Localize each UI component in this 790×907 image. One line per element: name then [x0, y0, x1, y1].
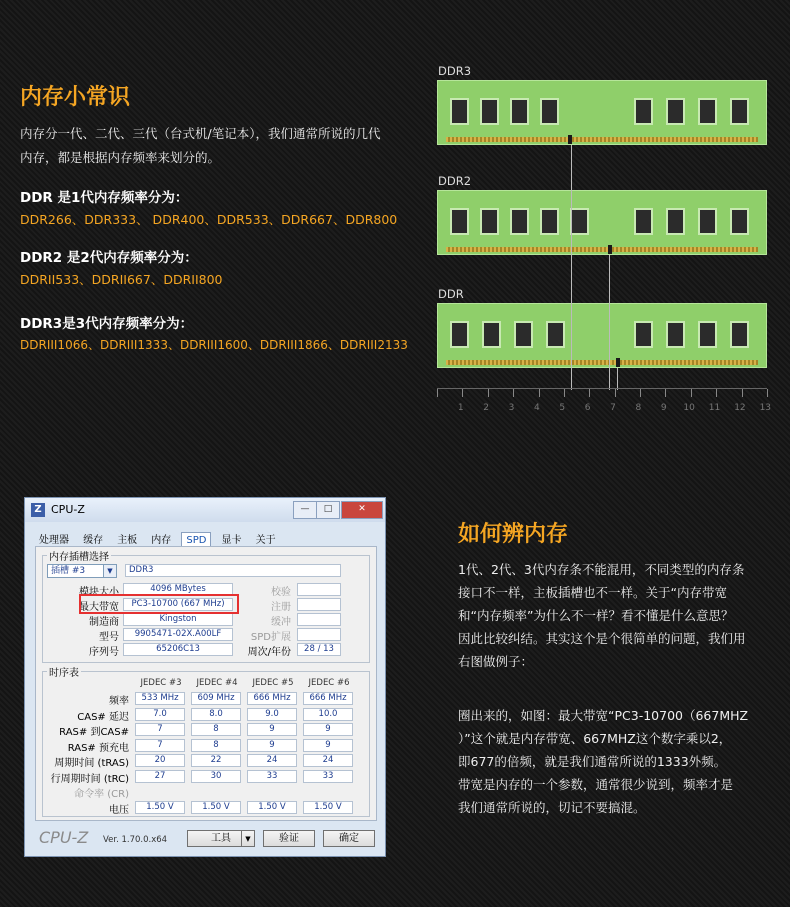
- paragraph-line: ）”这个就是内存带宽、667MHZ这个数字乘以2，: [458, 731, 732, 746]
- ruler-number: 10: [683, 403, 695, 413]
- timing-cell: 9.0: [247, 708, 297, 721]
- checksum-value: [297, 583, 341, 596]
- timing-cell: 33: [247, 770, 297, 783]
- spd-panel: [35, 546, 377, 821]
- spd-ext-label: SPD扩展: [250, 632, 291, 643]
- timing-column-header: JEDEC #4: [196, 678, 238, 688]
- ram-label-ddr3: DDR3: [438, 64, 472, 78]
- timing-cell: 33: [303, 770, 353, 783]
- ruler: [437, 388, 772, 417]
- timing-row-label: 行周期时间 (tRC): [50, 773, 129, 785]
- window-title: CPU-Z: [51, 503, 85, 516]
- timing-row-label: 周期时间 (tRAS): [54, 758, 129, 769]
- ruler-tick: [742, 389, 743, 397]
- slot-group-title: 内存插槽选择: [47, 548, 111, 563]
- tab-processor[interactable]: 处理器: [39, 535, 69, 546]
- window-footer: [35, 826, 375, 852]
- ram-label-ddr: DDR: [438, 287, 464, 301]
- ruler-number: 6: [584, 403, 591, 413]
- section2-title: 如何辨内存: [458, 522, 569, 547]
- timing-cell: 8: [191, 739, 241, 752]
- module-size-label: 模块大小: [79, 587, 119, 598]
- timing-cell: 20: [135, 754, 185, 767]
- section2-para2: [458, 704, 748, 819]
- timing-cell: 1.50 V: [191, 801, 241, 814]
- cpuz-footer-logo: CPU-Z: [39, 828, 89, 847]
- ruler-tick: [564, 389, 565, 397]
- ddr2-notch-guide: [609, 255, 610, 390]
- paragraph-line: 右图做例子：: [458, 654, 534, 669]
- section1-title: 内存小常识: [20, 85, 131, 110]
- registered-label: 注册: [271, 602, 291, 613]
- timing-column-header: JEDEC #5: [252, 678, 294, 688]
- tab-spd[interactable]: SPD: [181, 532, 211, 548]
- timing-column-header: JEDEC #3: [140, 678, 182, 688]
- section2-para1: [458, 558, 746, 673]
- paragraph-line: 我们通常所说的，切记不要搞混。: [458, 800, 646, 815]
- ruler-tick: [640, 389, 641, 397]
- timing-cell: 10.0: [303, 708, 353, 721]
- max-bandwidth-label: 最大带宽: [79, 602, 119, 613]
- timing-row-label: 频率: [109, 696, 129, 707]
- tab-memory[interactable]: 内存: [151, 535, 172, 546]
- serial-label: 序列号: [89, 647, 119, 658]
- timing-cell: 8: [191, 723, 241, 736]
- timing-cell: 7: [135, 739, 185, 752]
- intro-line: 内存分一代、二代、三代（台式机/笔记本），我们通常所说的几代: [20, 126, 381, 141]
- buffered-label: 缓冲: [271, 617, 291, 628]
- timing-cell: 9: [303, 739, 353, 752]
- timing-cell: 666 MHz: [303, 692, 353, 705]
- tab-mainboard[interactable]: 主板: [117, 535, 138, 546]
- ruler-tick: [615, 389, 616, 397]
- manufacturer-label: 制造商: [89, 617, 119, 628]
- ddr-frequencies: DDR266、DDR333、 DDR400、DDR533、DDR667、DDR800: [20, 212, 398, 227]
- registered-value: [297, 598, 341, 611]
- timing-row-label: 电压: [109, 804, 129, 816]
- close-icon[interactable]: ✕: [341, 501, 383, 519]
- timing-cell: 27: [135, 770, 185, 783]
- checksum-label: 校验: [271, 587, 291, 598]
- ddr-notch-guide: [617, 368, 618, 390]
- ruler-number: 5: [559, 403, 566, 413]
- paragraph-line: 带宽是内存的一个参数，通常很少说到，频率才是: [458, 777, 734, 792]
- timing-cell: 666 MHz: [247, 692, 297, 705]
- ruler-tick: [716, 389, 717, 397]
- cpuz-app-icon: Z: [31, 503, 45, 517]
- ruler-tick: [437, 389, 438, 397]
- timing-cell: 1.50 V: [303, 801, 353, 814]
- timing-row-label: CAS# 延迟: [77, 711, 129, 723]
- ram-label-ddr2: DDR2: [438, 174, 472, 188]
- ddr2-module-image: [437, 190, 767, 255]
- ruler-tick: [691, 389, 692, 397]
- paragraph-line: 1代、2代、3代内存条不能混用，不同类型的内存条: [458, 562, 745, 577]
- timing-row-label: 命令率 (CR): [74, 789, 129, 800]
- timing-cell: 8.0: [191, 708, 241, 721]
- version-text: Ver. 1.70.0.x64: [103, 835, 168, 845]
- ok-button[interactable]: 确定: [323, 830, 375, 847]
- ruler-tick: [539, 389, 540, 397]
- ddr3-notch-guide: [571, 145, 572, 390]
- tab-cache[interactable]: 缓存: [83, 535, 104, 546]
- timing-cell: 7.0: [135, 708, 185, 721]
- timing-cell: [247, 785, 297, 798]
- timing-group: [42, 668, 370, 817]
- tab-bar: [35, 528, 375, 546]
- cpuz-window: [24, 497, 386, 857]
- ruler-number: 2: [483, 403, 489, 413]
- paragraph-line: 和“内存频率”为什么不一样？看不懂是什么意思？: [458, 608, 734, 623]
- timing-cell: [135, 785, 185, 798]
- max-bandwidth-value: PC3-10700 (667 MHz): [123, 598, 233, 611]
- ruler-number: 3: [508, 403, 515, 413]
- timing-row-label: RAS# 到CAS#: [59, 727, 129, 738]
- tools-button-label: 工具: [211, 833, 231, 844]
- ddr3-module-image: [437, 80, 767, 145]
- tools-button[interactable]: [187, 830, 255, 847]
- slot-group: [42, 552, 370, 663]
- week-year-value: 28 / 13: [297, 643, 341, 656]
- intro-text: [20, 122, 380, 170]
- ddr3-heading: DDR3是3代内存频率分为：: [20, 316, 194, 332]
- ddr3-frequencies: DDRIII1066、DDRIII1333、DDRIII1600、DDRIII1866、DDRIII2133: [20, 338, 408, 352]
- week-year-label: 周次/年份: [247, 647, 291, 658]
- ruler-tick: [462, 389, 463, 397]
- ddr-heading: DDR 是1代内存频率分为：: [20, 190, 189, 206]
- timing-cell: [191, 785, 241, 798]
- module-size-value: 4096 MBytes: [123, 583, 233, 596]
- chevron-down-icon[interactable]: ▼: [241, 831, 254, 846]
- paragraph-line: 即677的倍频，就是我们通常所说的1333外频。: [458, 754, 727, 769]
- ruler-number: 8: [635, 403, 642, 413]
- timing-cell: 24: [303, 754, 353, 767]
- timing-row-label: RAS# 预充电: [67, 742, 129, 754]
- timing-cell: [303, 785, 353, 798]
- ruler-number: 7: [610, 403, 616, 413]
- timing-cell: 533 MHz: [135, 692, 185, 705]
- timing-cell: 7: [135, 723, 185, 736]
- ruler-number: 1: [457, 403, 464, 413]
- highlight-box: [79, 594, 239, 614]
- timing-cell: 22: [191, 754, 241, 767]
- title-bar: [25, 498, 385, 522]
- ruler-number: 12: [734, 403, 746, 413]
- ruler-number: 4: [533, 403, 540, 413]
- ddr-module-image: [437, 303, 767, 368]
- ddr2-heading: DDR2 是2代内存频率分为：: [20, 250, 198, 266]
- part-number-label: 型号: [99, 632, 119, 643]
- ruler-tick: [665, 389, 666, 397]
- manufacturer-value: Kingston: [123, 613, 233, 626]
- slot-select-value: 插槽 #3: [51, 566, 86, 576]
- timing-cell: 1.50 V: [135, 801, 185, 814]
- chevron-down-icon[interactable]: ▼: [103, 565, 116, 577]
- paragraph-line: 圈出来的，如图：最大带宽“PC3-10700（667MHZ: [458, 708, 749, 723]
- timing-cell: 1.50 V: [247, 801, 297, 814]
- timing-cell: 9: [247, 739, 297, 752]
- tab-about[interactable]: 关于: [255, 535, 276, 546]
- buffered-value: [297, 613, 341, 626]
- timing-column-header: JEDEC #6: [308, 678, 350, 688]
- ruler-tick: [589, 389, 590, 397]
- timing-cell: 9: [303, 723, 353, 736]
- serial-value: 65206C13: [123, 643, 233, 656]
- timing-cell: 30: [191, 770, 241, 783]
- spd-ext-value: [297, 628, 341, 641]
- ddr2-frequencies: DDRII533、DDRII667、DDRII800: [20, 272, 223, 287]
- minimize-icon[interactable]: —: [293, 501, 317, 519]
- ruler-tick: [767, 389, 768, 397]
- ruler-tick: [488, 389, 489, 397]
- timing-group-title: 时序表: [47, 664, 81, 679]
- part-number-value: 9905471-02X.A00LF: [123, 628, 233, 641]
- ruler-number: 11: [708, 403, 721, 413]
- intro-line: 内存，都是根据内存频率来划分的。: [20, 150, 221, 165]
- ruler-number: 9: [660, 403, 667, 413]
- timing-cell: 9: [247, 723, 297, 736]
- paragraph-line: 接口不一样，主板插槽也不一样。关于“内存带宽: [458, 585, 727, 600]
- maximize-icon[interactable]: □: [316, 501, 340, 519]
- timing-cell: 24: [247, 754, 297, 767]
- ruler-number: 13: [759, 403, 772, 413]
- timing-cell: 609 MHz: [191, 692, 241, 705]
- slot-select[interactable]: [47, 564, 117, 578]
- tab-graphics[interactable]: 显卡: [221, 535, 242, 546]
- ruler-tick: [513, 389, 514, 397]
- validate-button[interactable]: 验证: [263, 830, 315, 847]
- paragraph-line: 因此比较纠结。其实这个是个很简单的问题，我们用: [458, 631, 746, 646]
- memory-type-value: DDR3: [125, 564, 341, 577]
